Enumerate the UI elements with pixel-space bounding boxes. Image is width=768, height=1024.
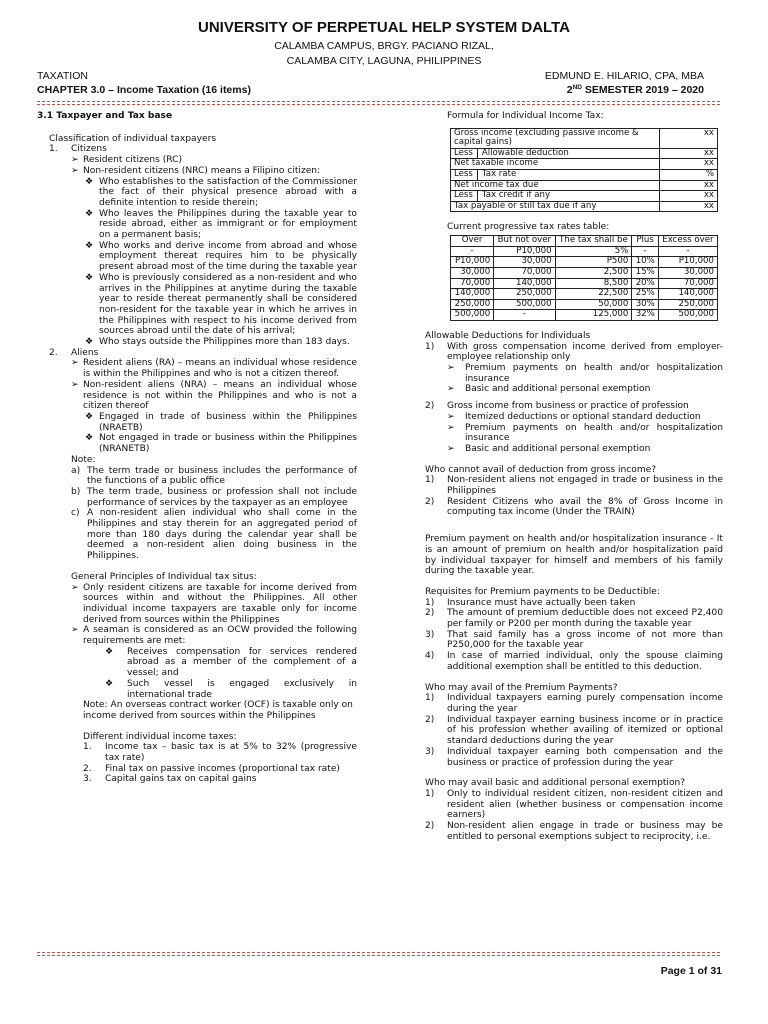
list-item: b) The term trade, business or profession shall not include performance of services by the taxpayer as an employee xyxy=(71,486,357,508)
table-cell: 10% xyxy=(632,257,659,268)
list-item: 1) Only to individual resident citizen, non-resident citizen and resident alien (whether business or compensation income earners) xyxy=(425,788,723,821)
principles-title: General Principles of Individual tax situs: xyxy=(71,571,257,582)
table-row xyxy=(451,148,718,159)
table-cell: 8,500 xyxy=(555,278,632,289)
page-number: Page 1 of 31 xyxy=(660,965,722,977)
list-item: ➢ Only resident citizens are taxable for income derived from sources within and without the Philippines. All other individual income taxpayers are taxable only for income derived from sources within the Philippines xyxy=(71,582,357,625)
semester-label: 2ND SEMESTER 2019 – 2020 xyxy=(566,84,704,96)
list-item: ❖ Who establishes to the satisfaction of the Commissioner the fact of their physical presence abroad with a definite intention to reside therein; xyxy=(85,176,357,208)
table-cell: 140,000 xyxy=(494,278,555,289)
table-row xyxy=(451,257,718,268)
list-item: ➢ Basic and additional personal exemption xyxy=(447,443,651,454)
list-item: 1. Income tax – basic tax is at 5% to 32% (progressive tax rate) xyxy=(83,742,357,764)
table-row xyxy=(451,159,718,170)
table-cell: P10,000 xyxy=(494,246,555,257)
premium-paragraph: Premium payment on health and/or hospitalization insurance - It is an amount of premium on health and/or hospitalization paid by individual taxpayer for himself and members of his family during the taxable year. xyxy=(425,534,723,577)
list-item: 1) Non-resident aliens not engaged in trade or business in the Philippines xyxy=(425,475,723,497)
header-divider xyxy=(37,101,720,105)
ocf-note: Note: An overseas contract worker (OCF) is taxable only on income derived from sources within the Philippines xyxy=(83,700,353,721)
table-row xyxy=(451,128,718,148)
table-cell: 250,000 xyxy=(658,299,717,310)
table-cell: 500,000 xyxy=(494,299,555,310)
rates-title: Current progressive tax rates table: xyxy=(447,222,610,233)
table-cell: xx xyxy=(660,191,718,202)
list-item: 2. Final tax on passive incomes (proportional tax rate) xyxy=(83,763,340,774)
table-cell: 30,000 xyxy=(451,267,494,278)
column-header: Over xyxy=(451,236,494,247)
premium-avail-title: Who may avail of the Premium Payments? xyxy=(425,682,618,693)
table-row xyxy=(451,299,718,310)
footer-divider xyxy=(37,952,720,956)
table-cell: 30% xyxy=(632,299,659,310)
list-item: 2) The amount of premium deductible does not exceed P2,400 per family or P200 per month during the taxable year xyxy=(425,608,723,630)
list-item: 2) Non-resident alien engage in trade or business may be entitled to personal exemptions subject to reciprocity, i.e. xyxy=(425,821,723,842)
tax-rates-table xyxy=(450,235,718,321)
table-cell: Tax payable or still tax due if any xyxy=(451,201,660,212)
column-header: Excess over xyxy=(658,236,717,247)
table-row xyxy=(451,180,718,191)
subject-label: TAXATION xyxy=(37,70,88,82)
list-item: 2) Gross income from business or practice of profession xyxy=(425,401,689,412)
table-header-row xyxy=(451,236,718,247)
table-cell: - xyxy=(658,246,717,257)
table-cell: 30,000 xyxy=(494,257,555,268)
list-item: 1) Individual taxpayers earning purely compensation income during the year xyxy=(425,693,723,714)
table-cell: Net taxable income xyxy=(451,159,660,170)
table-cell: 32% xyxy=(632,310,659,321)
list-item: 3. Capital gains tax on capital gains xyxy=(83,774,257,785)
section-title: 3.1 Taxpayer and Tax base xyxy=(37,111,173,121)
exemption-title: Who may avail basic and additional personal exemption? xyxy=(425,778,686,789)
table-cell: xx xyxy=(660,201,718,212)
campus-line: CALAMBA CAMPUS, BRGY. PACIANO RIZAL, xyxy=(274,40,494,52)
table-cell: 70,000 xyxy=(658,278,717,289)
table-cell: 70,000 xyxy=(451,278,494,289)
cannot-avail-title: Who cannot avail of deduction from gross income? xyxy=(425,464,657,475)
table-cell: Net income tax due xyxy=(451,180,660,191)
table-row xyxy=(451,201,718,212)
rates-body xyxy=(451,246,718,320)
table-cell: 140,000 xyxy=(658,289,717,300)
table-cell: - xyxy=(494,310,555,321)
classification-title: Classification of individual taxpayers xyxy=(49,133,217,144)
requisites-title: Requisites for Premium payments to be Deductible: xyxy=(425,586,660,597)
list-item: ❖ Engaged in trade of business within the Philippines (NRAETB) xyxy=(85,411,357,433)
table-row xyxy=(451,246,718,257)
author-name: EDMUND E. HILARIO, CPA, MBA xyxy=(544,70,704,82)
note-label: Note: xyxy=(71,454,96,465)
table-cell: 250,000 xyxy=(494,289,555,300)
table-cell: xx xyxy=(660,128,718,148)
list-item: 1) With gross compensation income derived from employer-employee relationship only xyxy=(425,341,723,363)
table-cell: 15% xyxy=(632,267,659,278)
list-item: ➢ Non-resident citizens (NRC) means a Filipino citizen: xyxy=(71,165,321,176)
list-item: 4) In case of married individual, only the spouse claiming additional exemption shall be entitled to this deduction. xyxy=(425,651,723,672)
list-item: 1) Insurance must have actually been taken xyxy=(425,597,636,608)
list-item: ➢ Basic and additional personal exemption xyxy=(447,384,651,395)
table-cell: xx xyxy=(660,148,718,159)
table-cell: 25% xyxy=(632,289,659,300)
list-item: ➢ Resident aliens (RA) – means an individual whose residence is within the Philippines and who is not a citizen thereof. xyxy=(71,358,357,380)
list-item: ➢ Premium payments on health and/or hospitalization insurance xyxy=(447,422,723,444)
column-header: Plus xyxy=(632,236,659,247)
column-header: The tax shall be xyxy=(555,236,632,247)
table-cell: P500 xyxy=(555,257,632,268)
table-cell: 22,500 xyxy=(555,289,632,300)
list-item: ❖ Who stays outside the Philippines more than 183 days. xyxy=(85,337,350,348)
table-row xyxy=(451,191,718,202)
table-cell: 500,000 xyxy=(658,310,717,321)
table-cell: 5% xyxy=(555,246,632,257)
table-row xyxy=(451,289,718,300)
table-cell: 2,500 xyxy=(555,267,632,278)
list-item: ➢ Premium payments on health and/or hospitalization insurance xyxy=(447,363,723,384)
table-cell: 250,000 xyxy=(451,299,494,310)
table-cell: 50,000 xyxy=(555,299,632,310)
list-item: ❖ Not engaged in trade or business within the Philippines (NRANETB) xyxy=(85,433,357,455)
list-item: 2. Aliens xyxy=(49,347,99,358)
table-cell: xx xyxy=(660,159,718,170)
list-item: ➢ Itemized deductions or optional standard deduction xyxy=(447,411,701,422)
table-cell: - xyxy=(451,246,494,257)
table-cell: Gross income (excluding passive income & capital gains) xyxy=(451,128,660,148)
list-item: c) A non-resident alien individual who shall come in the Philippines and stay therein for an aggregated period of more than 180 days during the calendar year shall be deemed a non-resident alien doing business in the Philippines. xyxy=(71,508,357,562)
chapter-title: CHAPTER 3.0 – Income Taxation (16 items) xyxy=(37,84,251,96)
list-item: 3) That said family has a gross income of not more than P250,000 for the taxable year xyxy=(425,629,723,651)
table-row xyxy=(451,170,718,181)
table-cell: 125,000 xyxy=(555,310,632,321)
table-cell: % xyxy=(660,170,718,181)
list-item: a) The term trade or business includes the performance of the functions of a public office xyxy=(71,465,357,487)
city-line: CALAMBA CITY, LAGUNA, PHILIPPINES xyxy=(286,55,482,67)
list-item: 2) Resident Citizens who avail the 8% of Gross Income in computing tax income (Under the TRAIN) xyxy=(425,496,723,518)
table-row xyxy=(451,267,718,278)
formula-title: Formula for Individual Income Tax: xyxy=(447,111,604,121)
university-name: UNIVERSITY OF PERPETUAL HELP SYSTEM DALTA xyxy=(198,19,570,36)
column-header: But not over xyxy=(494,236,555,247)
table-cell: xx xyxy=(660,180,718,191)
table-cell: P10,000 xyxy=(658,257,717,268)
income-taxes-title: Different individual income taxes: xyxy=(83,731,237,742)
list-item: 2) Individual taxpayer earning business income or in practice of his profession whether availing of itemized or optional standard deductions during the year xyxy=(425,714,723,747)
list-item: 1. Citizens xyxy=(49,144,107,155)
right-column xyxy=(425,111,723,842)
list-item: ❖ Who is previously considered as a non-resident and who arrives in the Philippines at anytime during the taxable year to reside thereat permanently shall be considered non-resident for the taxable year in which he arrives in the Philippines with respect to his income derived from sources abroad until the date of his arrival; xyxy=(85,272,357,337)
list-item: ❖ Receives compensation for services rendered abroad as a member of the complement of a vessel; and xyxy=(105,646,357,679)
table-cell: 140,000 xyxy=(451,289,494,300)
left-column xyxy=(37,111,357,785)
table-cell: Less Tax rate xyxy=(451,170,660,181)
table-cell: 20% xyxy=(632,278,659,289)
table-cell: Less Allowable deduction xyxy=(451,148,660,159)
list-item: 3) Individual taxpayer earning both compensation and the business or practice of profession during the year xyxy=(425,746,723,768)
income-tax-formula-table xyxy=(450,128,718,213)
list-item: ➢ A seaman is considered as an OCW provided the following requirements are met: xyxy=(71,625,357,647)
list-item: ➢ Resident citizens (RC) xyxy=(71,155,183,166)
table-row xyxy=(451,278,718,289)
list-item: ❖ Who leaves the Philippines during the taxable year to reside abroad, either as immigrant or for employment on a permanent basis; xyxy=(85,208,357,241)
table-row xyxy=(451,310,718,321)
table-cell: - xyxy=(632,246,659,257)
allowable-title: Allowable Deductions for Individuals xyxy=(425,330,591,341)
table-cell: P10,000 xyxy=(451,257,494,268)
table-cell: Less Tax credit if any xyxy=(451,191,660,202)
table-cell: 500,000 xyxy=(451,310,494,321)
list-item: ❖ Such vessel is engaged exclusively in international trade xyxy=(105,678,357,700)
table-cell: 70,000 xyxy=(494,267,555,278)
table-cell: 30,000 xyxy=(658,267,717,278)
list-item: ❖ Who works and derive income from abroad and whose employment thereat requires him to be physically present abroad most of the time during the taxable year xyxy=(85,240,357,273)
list-item: ➢ Non-resident aliens (NRA) – means an individual whose residence is not within the Philippines and who is not a citizen thereof xyxy=(71,379,357,412)
